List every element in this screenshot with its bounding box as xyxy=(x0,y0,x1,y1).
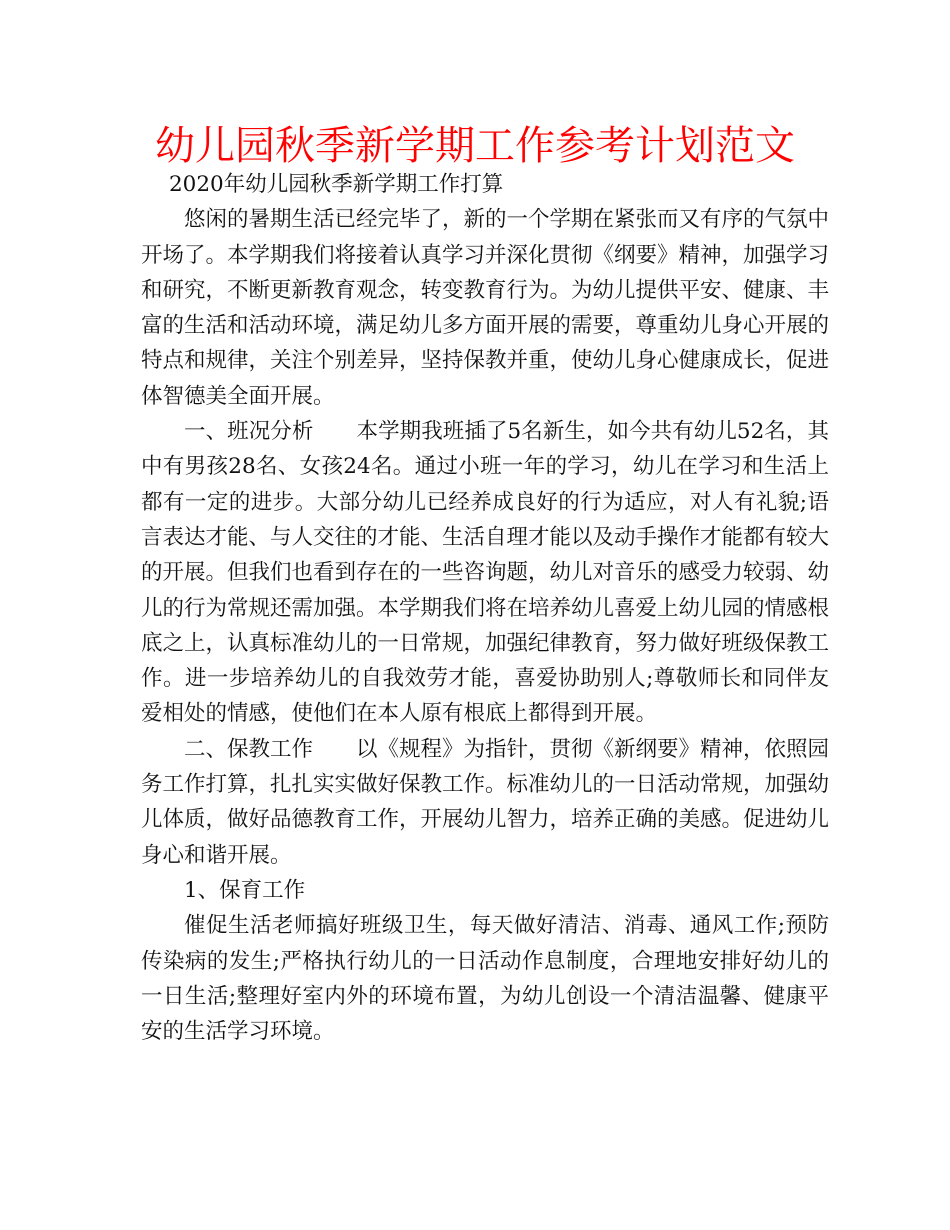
paragraph-childcare: 催促生活老师搞好班级卫生，每天做好清洁、消毒、通风工作;预防传染病的发生;严格执行幼儿的一日活动作息制度，合理地安排好幼儿的一日生活;整理好室内外的环境布置，为幼儿创设一个清洁温馨、健康平安的生活学习环境。 xyxy=(141,913,829,1045)
paragraph-class-analysis: 一、班况分析 本学期我班插了5名新生，如今共有幼儿52名，其中有男孩28名、女孩24名。通过小班一年的学习，幼儿在学习和生活上都有一定的进步。大部分幼儿已经养成良好的行为适应，对人有礼貌;语言表达才能、与人交往的才能、生活自理才能以及动手操作才能都有较大的开展。但我们也看到存在的一些咨询题，幼儿对音乐的感受力较弱、幼儿的行为常规还需加强。本学期我们将在培养幼儿喜爱上幼儿园的情感根底之上，认真标准幼儿的一日常规，加强纪律教育，努力做好班级保教工作。进一步培养幼儿的自我效劳才能，喜爱协助别人;尊敬师长和同伴友爱相处的情感，使他们在本人原有根底上都得到开展。 xyxy=(141,419,830,727)
document-subtitle: 2020年幼儿园秋季新学期工作打算 xyxy=(169,172,504,197)
paragraph-care-education: 二、保教工作 以《规程》为指针，贯彻《新纲要》精神，依照园务工作打算，扎扎实实做好保教工作。标准幼儿的一日活动常规，加强幼儿体质，做好品德教育工作，开展幼儿智力，培养正确的美感。促进幼儿身心和谐开展。 xyxy=(141,736,830,868)
document-title: 幼儿园秋季新学期工作参考计划范文 xyxy=(155,123,795,169)
document-body xyxy=(141,167,829,1049)
paragraph-intro: 悠闲的暑期生活已经完毕了，新的一个学期在紧张而又有序的气氛中开场了。本学期我们将接着认真学习并深化贯彻《纲要》精神，加强学习和研究，不断更新教育观念，转变教育行为。为幼儿提供平安、健康、丰富的生活和活动环境，满足幼儿多方面开展的需要，尊重幼儿身心开展的特点和规律，关注个别差异，坚持保教并重，使幼儿身心健康成长，促进体智德美全面开展。 xyxy=(141,207,830,409)
section-heading-childcare: 1、保育工作 xyxy=(184,877,306,903)
